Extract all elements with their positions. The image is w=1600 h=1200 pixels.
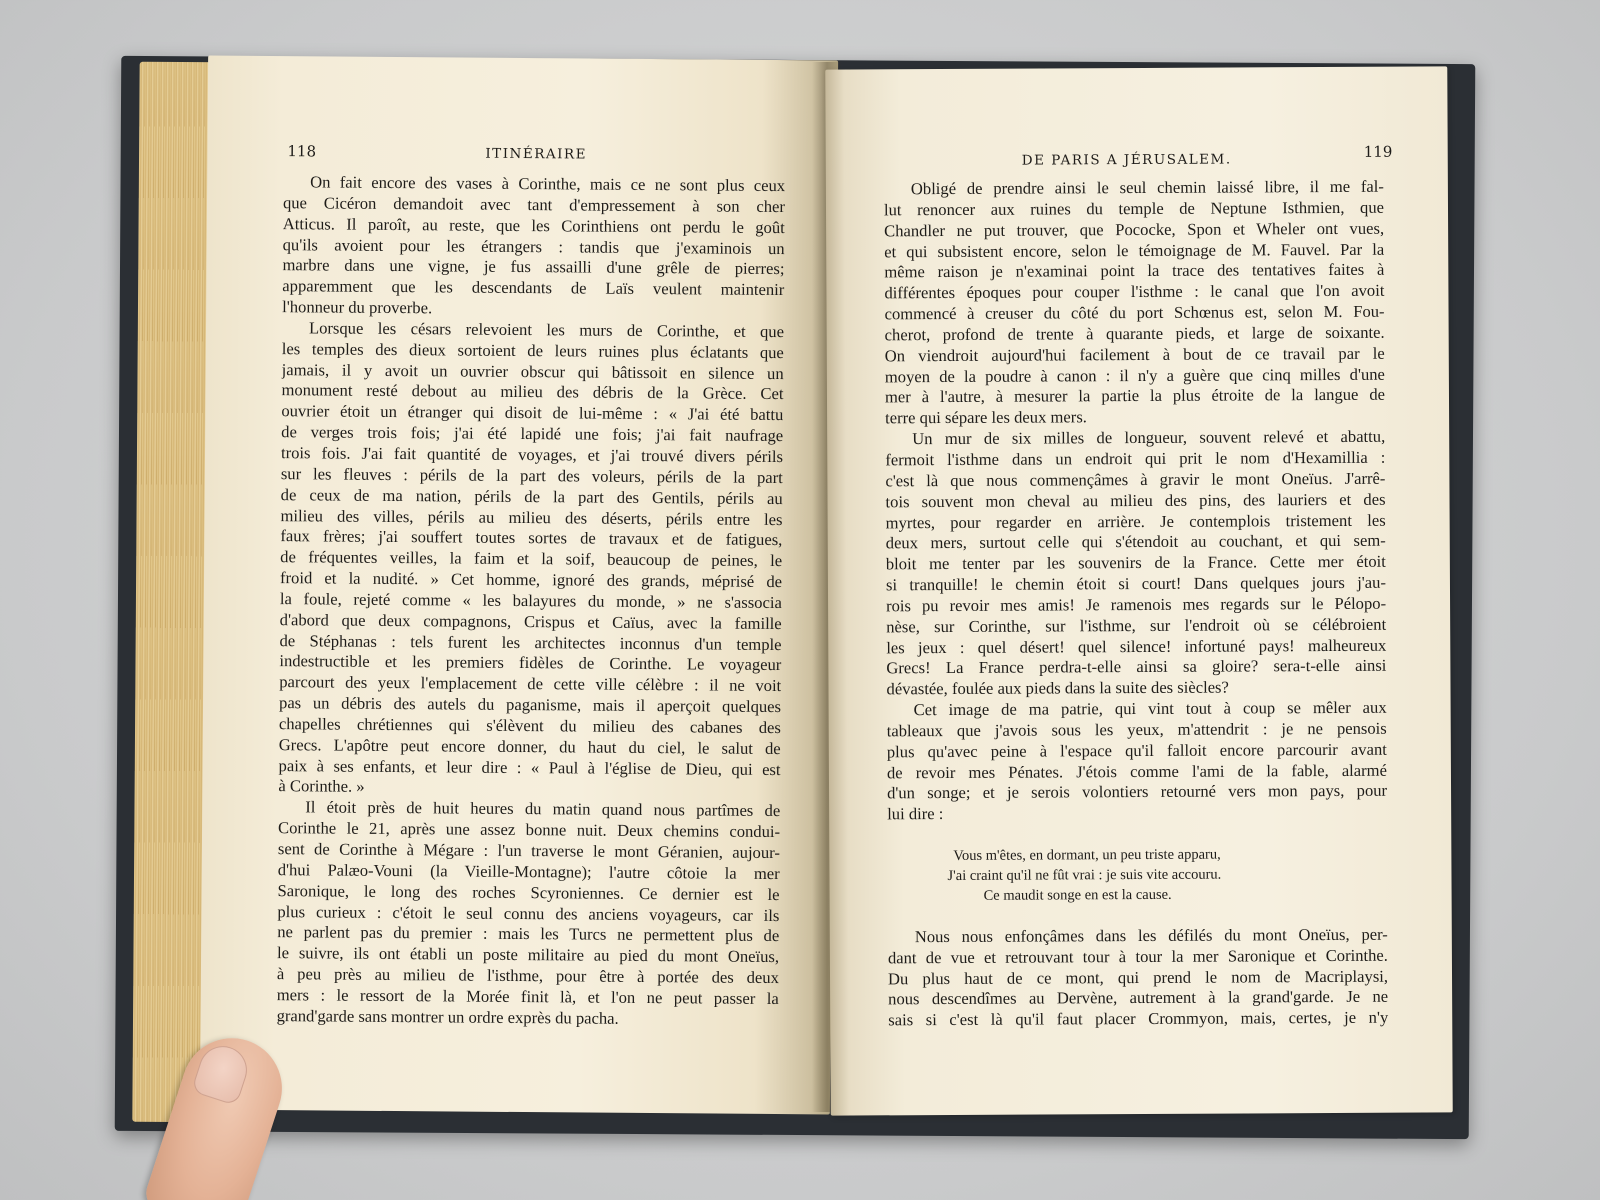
left-text-line: jamais, il y avoit un ouvrier obscur qui bâtissoit en silence un bbox=[281, 359, 784, 383]
right-text-line: dant de vue et retrouvant tour à tour la mer Saronique et Corinthe. bbox=[887, 945, 1388, 968]
left-text-line: sent de Corinthe à Mégare : l'un traverse le mont Géranien, aujour- bbox=[277, 839, 780, 863]
right-text-line: Un mur de six milles de longueur, souvent relevé et abattu, bbox=[912, 426, 1386, 449]
right-text-line: myrtes, pour regarder en arrière. Je contemplois tristement les bbox=[885, 510, 1386, 532]
right-text-line: plus qu'avec peine à l'espace qu'il falloit encore parcourir avant bbox=[886, 739, 1387, 762]
right-text-line: commencé à creuser du côté du port Schœnus est, selon M. Fou- bbox=[884, 301, 1385, 324]
right-text-line: Cet image de ma patrie, qui vint tout à coup se mêler aux bbox=[913, 697, 1387, 720]
left-text-line: ouvrier étoit un étranger qui disoit de lui-même : « J'ai été battu bbox=[281, 401, 784, 425]
right-text-line: même raison je n'examinai point la trace des tentatives faites à bbox=[884, 260, 1385, 282]
right-text-line: cherot, profond de trente à quarante pieds, et large de soixante. bbox=[884, 322, 1385, 345]
right-text-line: rois pu revoir mes amis! Je ramenois mes regards sur le Pélopo- bbox=[886, 593, 1387, 616]
left-page bbox=[200, 56, 838, 1115]
left-text-column bbox=[277, 172, 786, 1031]
left-text-line: pas un débris des autels du paganisme, mais il aperçoit quelques bbox=[278, 693, 782, 717]
left-text-line: à peu près au milieu de l'isthme, pour être à portée des deux bbox=[276, 964, 779, 988]
left-text-line: plus curieux : c'étoit le seul connu des anciens voyageurs, car ils bbox=[277, 901, 780, 925]
left-text-line: les temples des dieux sortoient de leurs ruines plus éclatants que bbox=[281, 338, 784, 362]
left-text-line: Il étoit près de huit heures du matin quand nous partîmes de bbox=[305, 797, 781, 821]
right-text-line: de revoir mes Pénates. J'étois comme l'ami de la fable, alarmé bbox=[886, 760, 1387, 782]
left-text-line: que Cicéron demandoit avec tant d'empressement à son cher bbox=[282, 192, 786, 216]
left-text-line: ne parlent pas du premier : mais les Turcs ne permettent plus de bbox=[277, 922, 780, 946]
left-text-line: paix à ses enfants, et leur dire : « Paul à l'église de Dieu, qui est bbox=[278, 755, 781, 779]
right-text-line: et qui subsistent encore, selon le témoignage de M. Fauvel. Par la bbox=[884, 239, 1385, 261]
left-running-head bbox=[207, 142, 837, 169]
verse-line: Vous m'êtes, en dormant, un peu triste apparu, bbox=[953, 846, 1221, 864]
right-text-line: Grecs! La France perdra-t-elle ainsi sa gloire? sera-t-elle ainsi bbox=[886, 656, 1387, 678]
left-text-line: monument resté debout au milieu des débris de la Grèce. Cet bbox=[281, 380, 784, 404]
right-page bbox=[825, 66, 1452, 1115]
verse-line: J'ai craint qu'il ne fût vrai : je suis vite accouru. bbox=[947, 866, 1222, 885]
right-text-line: fermoit l'isthme dans un endroit qui prit le nom d'Hexamillia : bbox=[885, 447, 1386, 470]
right-text-line: mer à l'autre, à mesurer la partie la plus étroite de la langue de bbox=[884, 385, 1386, 407]
left-text-line: Corinthe le 21, après une assez bonne nuit. Deux chemins condui- bbox=[278, 818, 781, 842]
right-running-title: DE PARIS A JÉRUSALEM. bbox=[1021, 151, 1232, 169]
left-text-line: la foule, rejeté comme « les balayures du monde, » ne s'associa bbox=[279, 588, 782, 612]
left-text-line: milieu des villes, périls au milieu des déserts, périls entre les bbox=[280, 505, 783, 529]
right-text-line: lut renoncer aux ruines du temple de Neptune Isthmien, que bbox=[883, 197, 1385, 220]
left-text-line: froid et la nudité. » Cet homme, ignoré des grands, méprisé de bbox=[279, 568, 783, 592]
right-text-line: si tranquille! le chemin étoit si court! Dans quelques jours j'au- bbox=[885, 572, 1387, 595]
right-text-line: nèse, sur Corinthe, sur l'isthme, sur l'endroit où se célébroient bbox=[886, 614, 1387, 637]
left-text-line: qu'ils avoient pour les étrangers : tandis que j'examinois un bbox=[282, 234, 785, 258]
right-text-line: tois souvent mon cheval au milieu des pins, des lauriers et des bbox=[885, 489, 1386, 511]
right-text-line: tableaux que j'avois sous les yeux, m'attendrit : je ne pensois bbox=[886, 718, 1387, 741]
left-text-line: de verges trois fois; j'ai été lapidé une fois; j'ai fait naufrage bbox=[281, 422, 784, 446]
left-text-line: indestructible et les premiers fidèles de Corinthe. Le voyageur bbox=[279, 651, 782, 675]
left-text-line: d'abord que deux compagnons, Crispus et Caïus, avec la famille bbox=[279, 609, 782, 633]
right-text-line: dévastée, foulée aux pieds dans la suite des siècles? bbox=[886, 677, 1229, 699]
left-text-line: Lorsque les césars relevoient les murs de Corinthe, et que bbox=[308, 318, 785, 341]
left-text-line: Saronique, le long des roches Scyroniennes. Ce dernier est le bbox=[277, 880, 780, 904]
left-text-line: de Stéphanas : tels furent les architectes inconnus d'un temple bbox=[279, 630, 782, 654]
right-text-line: On viendroit aujourd'hui facilement à bout de ce travail par le bbox=[884, 343, 1385, 366]
left-text-line: grand'garde sans montrer un ordre exprès du pacha. bbox=[276, 1005, 619, 1028]
right-text-line: c'est là que nous commençâmes à gravir le mont Oneïus. J'arrê- bbox=[885, 468, 1386, 491]
right-text-column bbox=[884, 177, 1388, 1032]
left-text-line: de ceux de ma nation, périls de la part des Gentils, périls au bbox=[280, 484, 783, 508]
left-text-line: On fait encore des vases à Corinthe, mais ce ne sont plus ceux bbox=[310, 172, 786, 196]
left-page-number: 118 bbox=[287, 142, 317, 161]
right-page-number: 119 bbox=[1363, 142, 1393, 161]
verse-spacer bbox=[888, 904, 1388, 927]
left-text-line: de fréquentes veilles, la faim et la soif, beaucoup de peines, le bbox=[280, 547, 783, 571]
left-text-line: parcourt des yeux l'emplacement de cette ville célèbre : il ne voit bbox=[279, 672, 782, 696]
left-text-line: trois fois. J'ai fait quantité de voyages, et j'ai trouvé divers périls bbox=[280, 443, 784, 467]
right-text-line: différentes époques pour couper l'isthme : le canal que l'on avoit bbox=[884, 280, 1385, 303]
verse-spacer bbox=[887, 823, 1387, 846]
left-text-line: sur les fleuves : périls de la part des voleurs, périls de la part bbox=[280, 463, 783, 487]
right-text-line: bloit me tenter par les souvenirs de la France. Cette mer étoit bbox=[885, 551, 1386, 574]
right-text-line: nous descendîmes au Dervène, autrement à la grand'garde. Je ne bbox=[888, 987, 1389, 1009]
right-text-line: d'un songe; et je serois volontiers retourné vers mon pays, pour bbox=[887, 781, 1388, 803]
right-running-head bbox=[826, 142, 1448, 173]
right-text-line: terre qui sépare les deux mers. bbox=[885, 407, 1087, 428]
left-text-line: marbre dans une vigne, je fus assailli d'une grêle de pierres; bbox=[282, 255, 785, 279]
right-text-line: Chandler ne put trouver, que Pococke, Spon et Wheler ont vues, bbox=[884, 218, 1385, 241]
left-text-line: apparemment que les descendants de Laïs veulent maintenir bbox=[282, 276, 785, 300]
right-text-line: Nous nous enfonçâmes dans les défilés du mont Oneïus, per- bbox=[914, 924, 1388, 947]
left-running-title: ITINÉRAIRE bbox=[485, 145, 588, 163]
left-text-line: d'hui Palæo-Vouni (la Vieille-Montagne); l'autre côtoie la mer bbox=[277, 859, 780, 883]
left-text-line: Grecs. L'apôtre peut encore donner, du haut du ciel, le salut de bbox=[278, 734, 781, 758]
right-text-line: Obligé de prendre ainsi le seul chemin laissé libre, il me fal- bbox=[910, 176, 1384, 199]
left-text-line: le suivre, ils ont établi un poste militaire au pied du mont Oneïus, bbox=[277, 943, 780, 967]
left-text-line: Atticus. Il paroît, au reste, que les Corinthiens ont perdu le goût bbox=[282, 213, 785, 237]
right-text-line: deux mers, surtout celle qui s'étendoit au couchant, et qui sem- bbox=[885, 531, 1386, 553]
left-text-line: mers : le ressort de la Morée finit là, et l'on ne peut passer la bbox=[276, 985, 779, 1008]
left-text-line: faux frères; j'ai souffert toutes sortes de travaux et de fatigues, bbox=[280, 526, 783, 550]
left-text-line: chapelles chrétiennes qui s'élèvent du milieu des cabanes des bbox=[278, 714, 781, 737]
right-text-line: sais si c'est là qu'il faut placer Crommyon, mais, certes, je n'y bbox=[888, 1007, 1389, 1030]
right-text-line: les jeux : quel désert! quel silence! infortuné pays! malheureux bbox=[886, 635, 1387, 657]
right-text-line: lui dire : bbox=[887, 804, 944, 824]
right-text-line: Du plus haut de ce mont, qui prend le nom de Macriplaysi, bbox=[887, 966, 1389, 988]
left-text-line: à Corinthe. » bbox=[278, 776, 365, 797]
verse-line: Ce maudit songe en est la cause. bbox=[983, 886, 1172, 904]
left-text-line: l'honneur du proverbe. bbox=[282, 297, 433, 318]
right-text-line: moyen de la poudre à canon : il n'y a guère que cinq milles d'une bbox=[884, 364, 1385, 386]
